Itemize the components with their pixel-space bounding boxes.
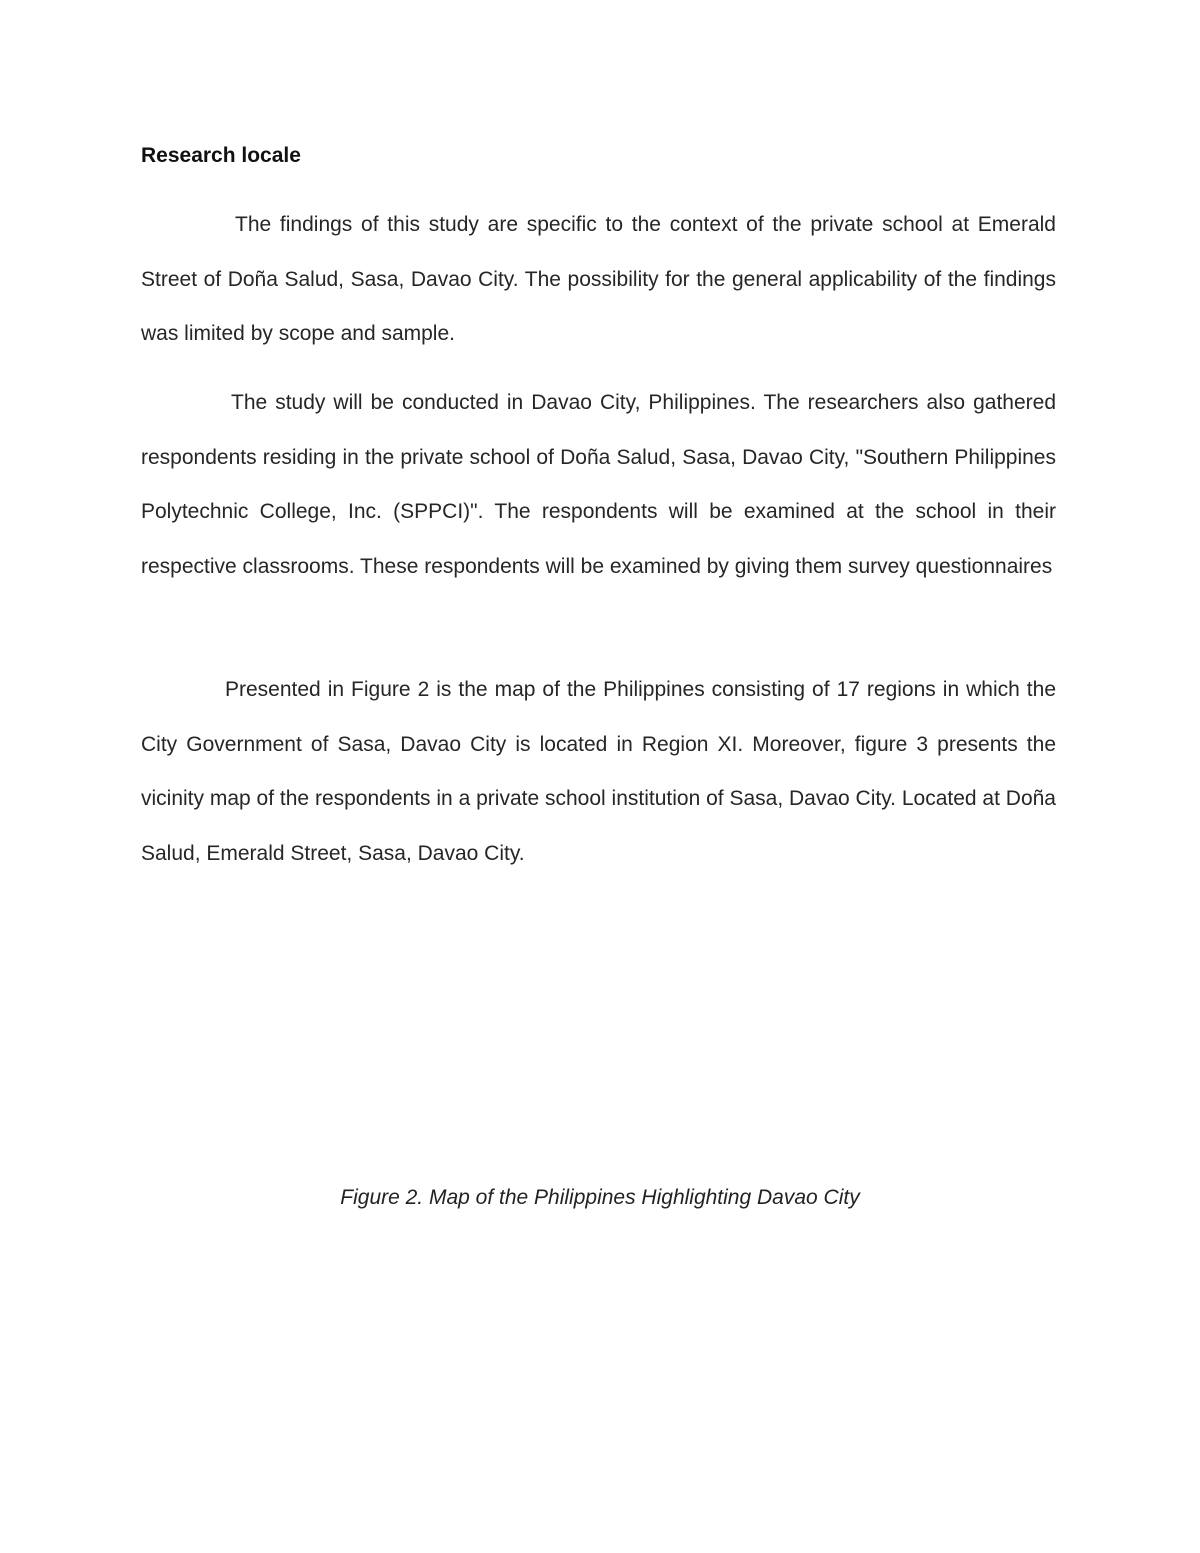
figure-caption: Figure 2. Map of the Philippines Highlighting Davao City <box>340 1186 860 1209</box>
paragraph-1: The findings of this study are specific to the context of the private school at Emerald Street of Doña Salud, Sasa, Davao City. The possibility for the general applicability of the findings was limited by scope and sample. <box>141 213 1056 345</box>
paragraph-2: The study will be conducted in Davao City, Philippines. The researchers also gathered respondents residing in the private school of Doña Salud, Sasa, Davao City, "Southern Philippines Polytechnic College, Inc. (SPPCI)". The respondents will be examined at the school in their respective classrooms. These respondents will be examined by giving them survey questionnaires <box>141 391 1056 578</box>
section-heading: Research locale <box>141 144 301 167</box>
paragraph-3: Presented in Figure 2 is the map of the Philippines consisting of 17 regions in which the City Government of Sasa, Davao City is located in Region XI. Moreover, figure 3 presents the vicinity map of the respondents in a private school institution of Sasa, Davao City. Located at Doña Salud, Emerald Street, Sasa, Davao City. <box>141 678 1056 865</box>
